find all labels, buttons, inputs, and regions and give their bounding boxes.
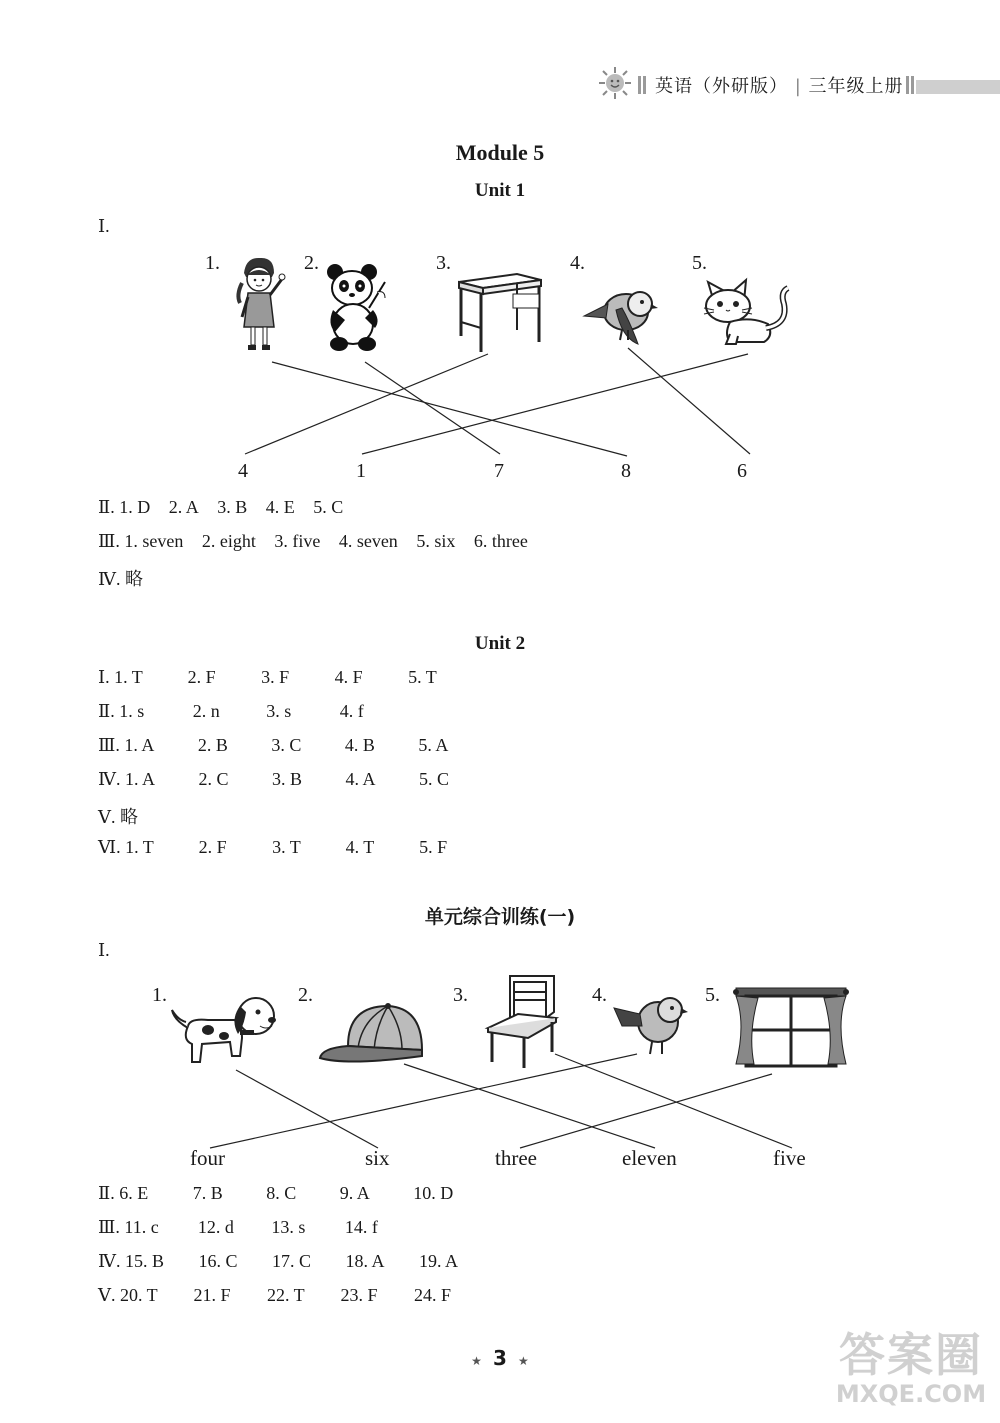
answer-word: three	[495, 1146, 537, 1170]
answer-item: 5. A	[418, 735, 449, 755]
row-label: Ⅱ.	[98, 1183, 115, 1203]
match-line	[236, 1070, 378, 1148]
header-subject: 英语（外研版）	[655, 76, 788, 97]
answer-item: 2. F	[187, 667, 216, 687]
review-title: 单元综合训练(一)	[424, 906, 576, 928]
answer-item: 5. C	[418, 769, 449, 789]
answer-item: 1. seven	[124, 531, 184, 551]
answer-item: 2. eight	[201, 531, 256, 551]
answer-item: 3. B	[217, 497, 248, 517]
matching-lines	[0, 1040, 1000, 1160]
answer-row	[98, 497, 357, 518]
answer-item: 19. A	[418, 1251, 458, 1271]
answer-item: 5. six	[416, 531, 456, 551]
picture-number: 2.	[298, 984, 313, 1006]
answer-item: 1. A	[124, 769, 155, 789]
answer-number: 1	[356, 460, 366, 482]
match-line	[245, 354, 488, 454]
row-label: Ⅴ.	[98, 1285, 116, 1305]
answer-item: 5. F	[419, 837, 448, 857]
answer-item: 23. F	[340, 1285, 378, 1305]
answer-number: 4	[238, 460, 248, 482]
row-label: Ⅳ.	[98, 1251, 121, 1271]
answer-item: 20. T	[120, 1285, 158, 1305]
answer-item: 5. C	[313, 497, 344, 517]
row-label: Ⅳ.	[98, 569, 121, 589]
answer-item: 4. seven	[338, 531, 398, 551]
answer-item: 12. d	[197, 1217, 234, 1237]
answer-row	[98, 701, 409, 722]
answer-item: 18. A	[345, 1251, 385, 1271]
row-label: Ⅰ.	[98, 667, 110, 687]
answer-item: 8. C	[266, 1183, 297, 1203]
picture-number: 3.	[436, 252, 451, 274]
header-grade: 三年级上册	[808, 76, 904, 97]
answer-item: 3. F	[261, 667, 290, 687]
row-label: Ⅱ.	[98, 497, 115, 517]
row-label: Ⅲ.	[98, 1217, 120, 1237]
answer-item: 4. B	[344, 735, 375, 755]
answer-item: 11. c	[124, 1217, 159, 1237]
answer-item: 3. s	[266, 701, 292, 721]
answer-item: 4. T	[345, 837, 375, 857]
picture-number: 1.	[205, 252, 220, 274]
answer-number: 8	[621, 460, 631, 482]
answer-row	[98, 803, 152, 829]
page-number: 3	[493, 1346, 507, 1370]
answer-item: 2. F	[198, 837, 227, 857]
row-label: Ⅴ.	[98, 807, 116, 827]
answer-item: 13. s	[271, 1217, 306, 1237]
picture-number: 4.	[570, 252, 585, 274]
unit2-title: Unit 2	[474, 633, 526, 654]
answer-item: 1. D	[119, 497, 151, 517]
match-line	[628, 348, 750, 454]
section-label: Ⅰ.	[98, 940, 110, 960]
watermark-text: 答案圈	[839, 1328, 983, 1382]
answer-item: 4. F	[334, 667, 363, 687]
picture-number: 5.	[692, 252, 707, 274]
answer-row	[98, 1251, 488, 1272]
answer-row	[98, 735, 487, 756]
watermark-url: MXQE.COM	[835, 1380, 987, 1408]
match-line	[210, 1054, 637, 1148]
answer-item: 7. B	[192, 1183, 223, 1203]
answer-number: 6	[737, 460, 747, 482]
watermark	[826, 1330, 996, 1408]
answer-word: four	[190, 1146, 225, 1170]
answer-row	[98, 1183, 482, 1204]
answer-item: 2. n	[192, 701, 220, 721]
answer-word: eleven	[622, 1146, 677, 1170]
match-line	[404, 1064, 655, 1148]
answer-item: 22. T	[267, 1285, 305, 1305]
answer-item: 1. A	[124, 735, 155, 755]
answer-item: 24. F	[414, 1285, 452, 1305]
row-label: Ⅲ.	[98, 531, 120, 551]
answer-row	[98, 1285, 483, 1306]
answer-item: 略	[120, 807, 138, 827]
picture-number: 4.	[592, 984, 607, 1006]
match-line	[272, 362, 627, 456]
answer-item: 略	[124, 569, 143, 589]
row-label: Ⅱ.	[98, 701, 115, 721]
star-icon: ★	[471, 1354, 482, 1368]
answer-item: 6. E	[119, 1183, 149, 1203]
answer-item: 6. three	[473, 531, 528, 551]
picture-number: 2.	[304, 252, 319, 274]
answer-item: 1. T	[114, 667, 143, 687]
answer-item: 1. s	[119, 701, 145, 721]
star-icon: ★	[518, 1354, 529, 1368]
answer-item: 5. T	[408, 667, 437, 687]
answer-row	[98, 565, 157, 591]
answer-item: 3. C	[271, 735, 302, 755]
answer-item: 1. T	[125, 837, 154, 857]
row-label: Ⅳ.	[98, 769, 121, 789]
header-divider: |	[794, 76, 809, 97]
answer-item: 9. A	[339, 1183, 370, 1203]
matching-lines	[0, 0, 1000, 500]
module-title: Module 5	[455, 140, 545, 165]
picture-number: 3.	[453, 984, 468, 1006]
picture-number: 1.	[152, 984, 167, 1006]
answer-item: 2. A	[168, 497, 199, 517]
unit1-title: Unit 1	[474, 180, 526, 201]
answer-item: 16. C	[198, 1251, 238, 1271]
answer-item: 4. A	[345, 769, 376, 789]
answer-item: 15. B	[124, 1251, 164, 1271]
answer-item: 10. D	[413, 1183, 454, 1203]
answer-item: 21. F	[193, 1285, 231, 1305]
answer-number: 7	[494, 460, 504, 482]
answer-item: 14. f	[344, 1217, 378, 1237]
answer-row	[98, 531, 542, 552]
match-line	[520, 1074, 772, 1148]
match-line	[365, 362, 500, 454]
section-label: Ⅰ.	[98, 216, 110, 236]
answer-row	[98, 837, 488, 858]
answer-item: 2. C	[198, 769, 229, 789]
answer-item: 3. B	[271, 769, 302, 789]
match-line	[362, 354, 748, 454]
row-label: Ⅵ.	[98, 837, 121, 857]
picture-number: 5.	[705, 984, 720, 1006]
answer-word: six	[365, 1146, 390, 1170]
answer-item: 3. five	[274, 531, 321, 551]
answer-item: 4. f	[339, 701, 364, 721]
match-line	[555, 1054, 792, 1148]
answer-word: five	[773, 1146, 806, 1170]
answer-item: 2. B	[197, 735, 228, 755]
answer-row	[98, 769, 488, 790]
answer-row	[98, 1217, 414, 1238]
answer-row	[98, 667, 477, 688]
row-label: Ⅲ.	[98, 735, 120, 755]
answer-item: 17. C	[271, 1251, 311, 1271]
answer-item: 4. E	[265, 497, 295, 517]
answer-item: 3. T	[272, 837, 301, 857]
